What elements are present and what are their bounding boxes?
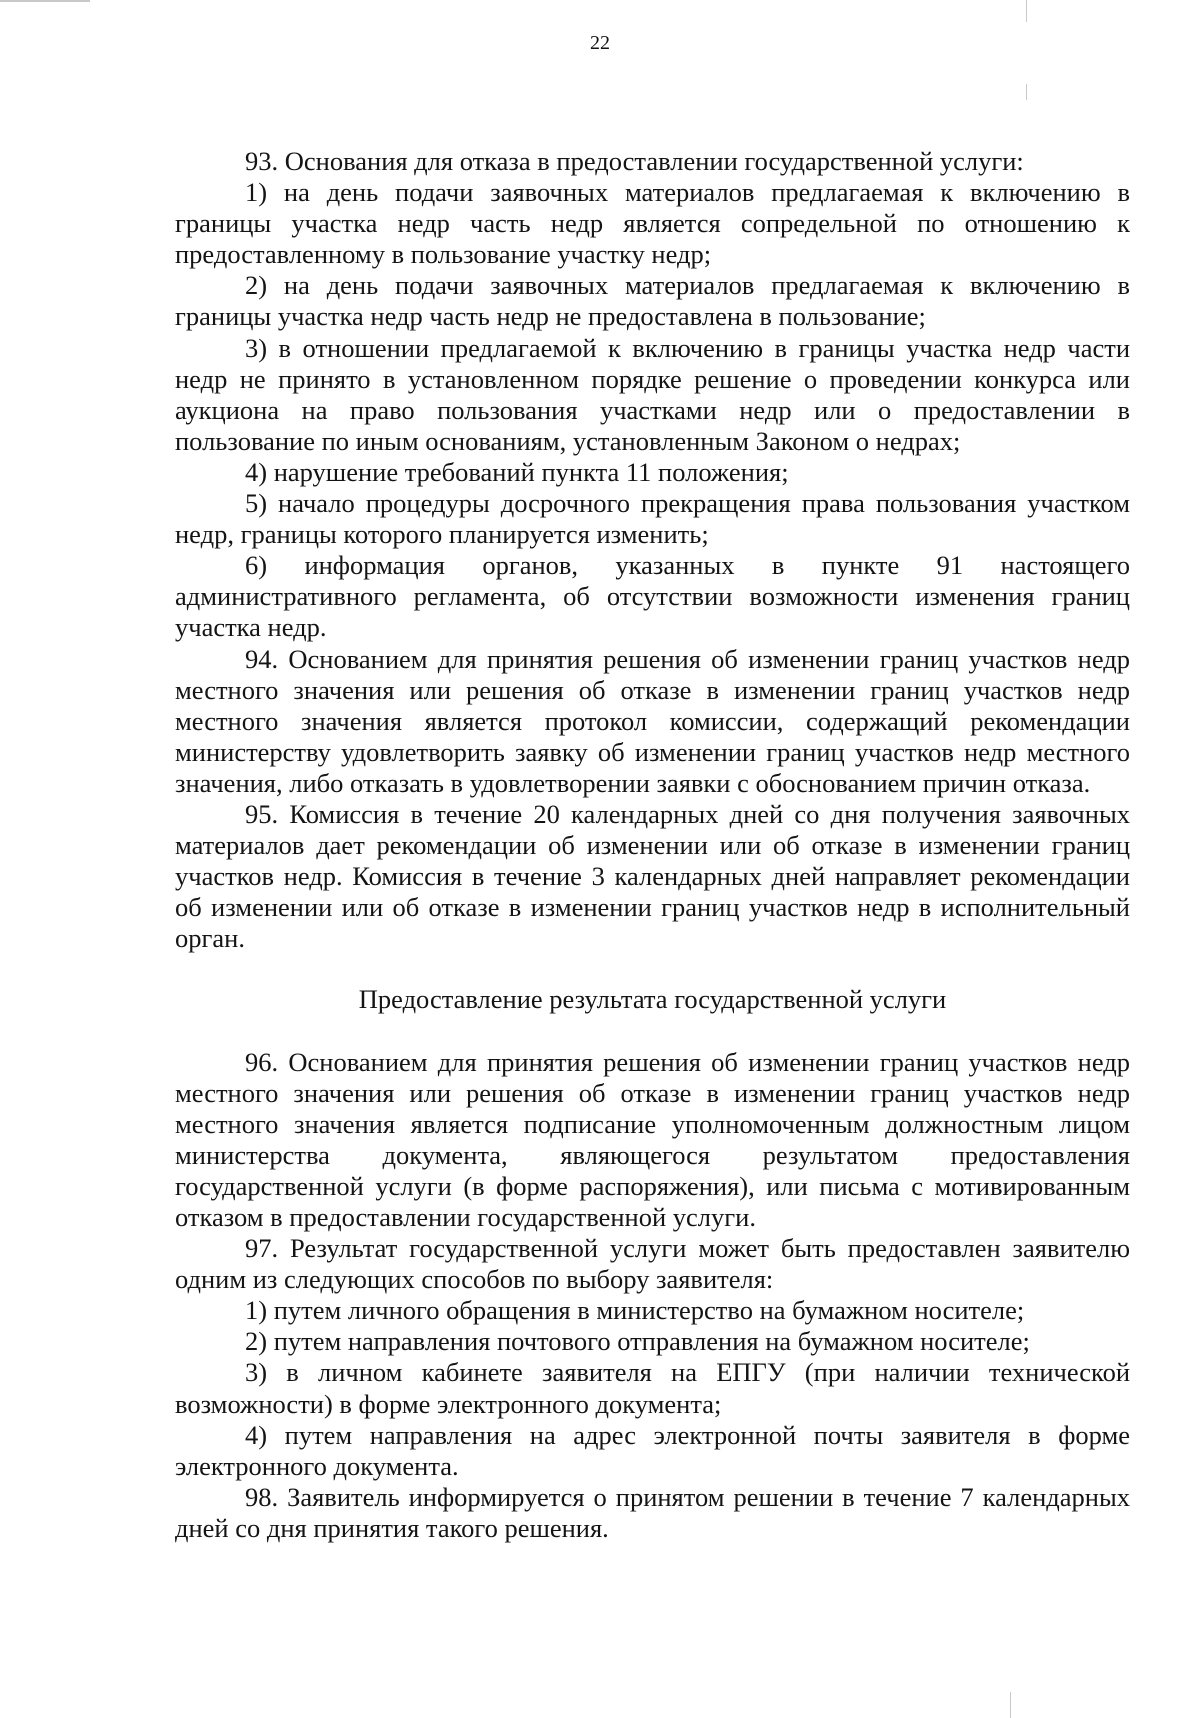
list-item: 2) путем направления почтового отправления на бумажном носителе; [245,1326,1030,1357]
list-item: 6) информация органов, указанных в пункте 91 настоящего административного регламента, об отсутствии возможности изменения границ участка недр. [175,550,1130,643]
list-item: 3) в личном кабинете заявителя на ЕПГУ (при наличии технической возможности) в форме электронного документа; [175,1357,1130,1419]
paragraph: 98. Заявитель информируется о принятом решении в течение 7 календарных дней со дня принятия такого решения. [175,1481,1130,1543]
scan-artifact [1010,1692,1011,1718]
paragraph: 95. Комиссия в течение 20 календарных дней со дня получения заявочных материалов дает рекомендации об изменении или об отказе в изменении границ участков недр. Комиссия в течение 3 календарных дней направляет рекомендации об изменении или об отказе в изменении границ участков недр в исполнительный орган. [175,798,1130,954]
paragraph: 97. Результат государственной услуги может быть предоставлен заявителю одним из следующих способов по выбору заявителя: [175,1233,1130,1295]
document-body [175,146,1130,1544]
paragraph: 96. Основанием для принятия решения об изменении границ участков недр местного значения или решения об отказе в изменении границ участков недр местного значения является подписание уполномоченным должностным лицом министерства документа, являющегося результатом предоставления государственной услуги (в форме распоряжения), или письма с мотивированным отказом в предоставлении государственной услуги. [175,1046,1130,1232]
list-item: 1) на день подачи заявочных материалов предлагаемая к включению в границы участка недр часть недр является сопредельной по отношению к предоставленному в пользование участку недр; [175,177,1130,270]
list-item: 4) путем направления на адрес электронной почты заявителя в форме электронного документа. [175,1419,1130,1481]
scan-artifact [0,0,90,2]
page-number: 22 [590,32,610,54]
list-item: 2) на день подачи заявочных материалов предлагаемая к включению в границы участка недр часть недр не предоставлена в пользование; [175,270,1130,332]
section-heading: Предоставление результата государственной услуги [358,984,947,1015]
list-item: 1) путем личного обращения в министерство на бумажном носителе; [245,1295,1025,1326]
paragraph: 93. Основания для отказа в предоставлении государственной услуги: [245,146,1024,176]
scan-artifact [1026,84,1027,100]
paragraph: 94. Основанием для принятия решения об изменении границ участков недр местного значения или решения об отказе в изменении границ участков недр местного значения является протокол комиссии, содержащий рекомендации министерству удовлетворить заявку об изменении границ участков недр местного значения, либо отказать в удовлетворении заявки с обоснованием причин отказа. [175,643,1130,798]
list-item: 5) начало процедуры досрочного прекращения права пользования участком недр, границы которого планируется изменить; [175,488,1130,550]
list-item: 3) в отношении предлагаемой к включению в границы участка недр части недр не принято в установленном порядке решение о проведении конкурса или аукциона на право пользования участками недр или о предоставлении в пользование по иным основаниям, установленным Законом о недрах; [175,332,1130,456]
scan-artifact [1026,0,1027,22]
list-item: 4) нарушение требований пункта 11 положения; [245,456,789,487]
